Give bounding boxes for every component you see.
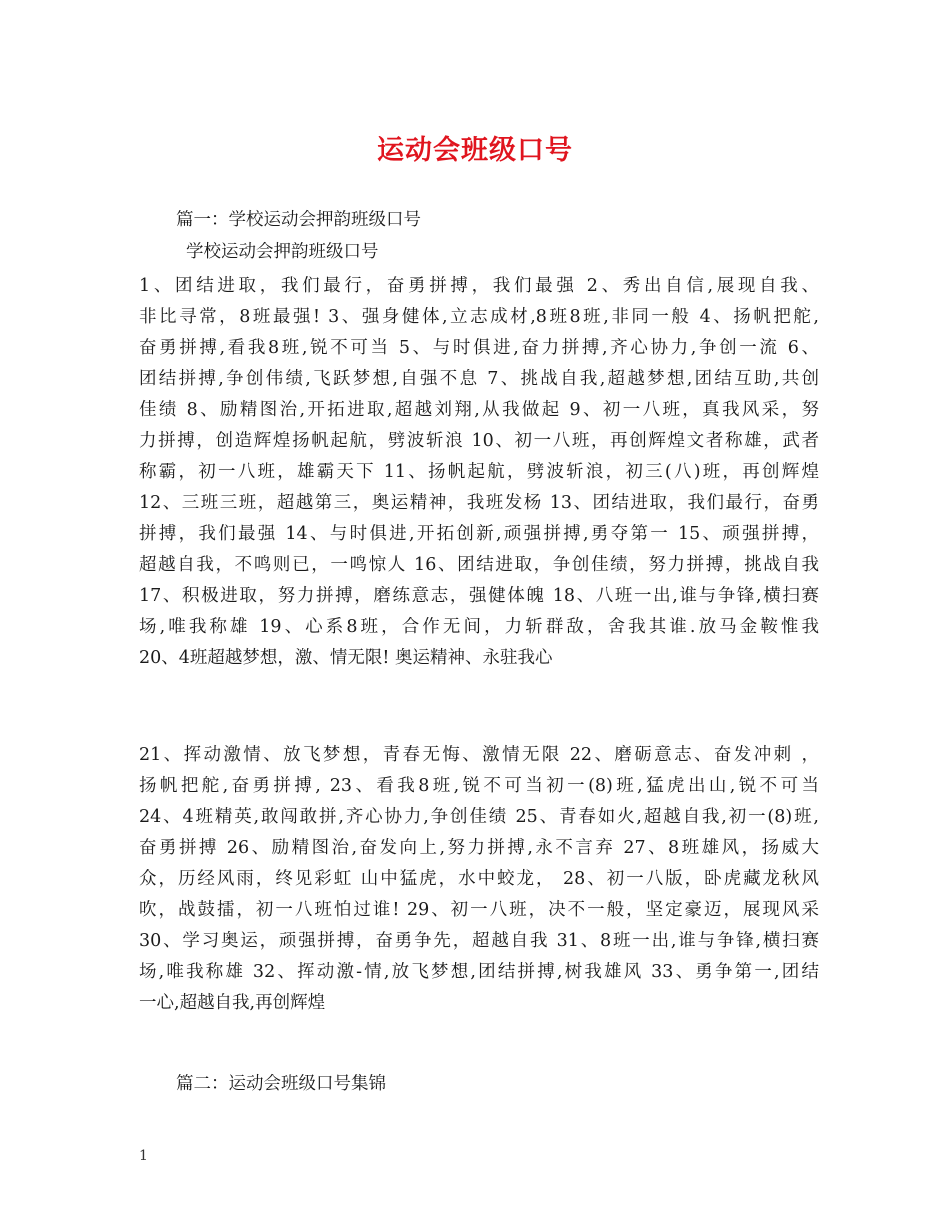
section-1-heading: 篇一：学校运动会押韵班级口号 <box>176 210 421 230</box>
paragraph-line: 1、团结进取，我们最行，奋勇拼搏，我们最强 2、秀出自信,展现自我、 <box>139 276 819 296</box>
paragraph-line: 吹，战鼓擂，初一八班怕过谁! 29、初一八班，决不一般，坚定豪迈，展现风采 <box>139 900 819 920</box>
paragraph-line: 20、4班超越梦想，激、情无限! 奥运精神、永驻我心 <box>139 648 553 668</box>
paragraph-line: 超越自我，不鸣则已，一鸣惊人 16、团结进取，争创佳绩，努力拼搏，挑战自我 <box>139 555 819 575</box>
paragraph-line: 场,唯我称雄 32、挥动激-情,放飞梦想,团结拼搏,树我雄风 33、勇争第一,团结 <box>139 962 819 982</box>
paragraph-slogans-1-20 <box>139 271 819 674</box>
page-number: 1 <box>139 1148 148 1164</box>
paragraph-line: 团结拼搏,争创伟绩,飞跃梦想,自强不息 7、挑战自我,超越梦想,团结互助,共创 <box>139 369 819 389</box>
paragraph-line: 场,唯我称雄 19、心系8班，合作无间，力斩群敌，舍我其谁.放马金鞍惟我 <box>139 617 819 637</box>
section-2-heading: 篇二：运动会班级口号集锦 <box>176 1074 386 1094</box>
paragraph-line: 奋勇拼搏 26、励精图治,奋发向上,努力拼搏,永不言弃 27、8班雄风，扬威大 <box>139 838 819 858</box>
paragraph-line: 一心,超越自我,再创辉煌 <box>139 993 326 1013</box>
paragraph-line: 拼搏，我们最强 14、与时俱进,开拓创新,顽强拼搏,勇夺第一 15、顽强拼搏， <box>139 524 819 544</box>
paragraph-line: 力拼搏，创造辉煌扬帆起航，劈波斩浪 10、初一八班，再创辉煌文者称雄，武者 <box>139 431 819 451</box>
paragraph-line: 24、4班精英,敢闯敢拼,齐心协力,争创佳绩 25、青春如火,超越自我,初一(8)班, <box>139 807 819 827</box>
paragraph-line: 佳绩 8、励精图治,开拓进取,超越刘翔,从我做起 9、初一八班，真我风采，努 <box>139 400 819 420</box>
paragraph-line: 21、挥动激情、放飞梦想，青春无悔、激情无限 22、磨砺意志、奋发冲刺 ， <box>139 745 819 765</box>
section-1-subheading: 学校运动会押韵班级口号 <box>186 242 379 262</box>
paragraph-line: 奋勇拼搏,看我8班,锐不可当 5、与时俱进,奋力拼搏,齐心协力,争创一流 6、 <box>139 338 819 358</box>
paragraph-line: 17、积极进取，努力拼搏，磨练意志，强健体魄 18、八班一出,谁与争锋,横扫赛 <box>139 586 819 606</box>
paragraph-line: 众，历经风雨，终见彩虹 山中猛虎，水中蛟龙， 28、初一八版，卧虎藏龙秋风 <box>139 869 819 889</box>
paragraph-slogans-21-33 <box>139 740 819 1019</box>
document-title: 运动会班级口号 <box>377 135 573 166</box>
paragraph-line: 称霸，初一八班，雄霸天下 11、扬帆起航，劈波斩浪，初三(八)班，再创辉煌 <box>139 462 819 482</box>
paragraph-line: 非比寻常，8班最强! 3、强身健体,立志成材,8班8班,非同一般 4、扬帆把舵, <box>139 307 819 327</box>
paragraph-line: 扬帆把舵,奋勇拼搏, 23、看我8班,锐不可当初一(8)班,猛虎出山,锐不可当 <box>139 776 819 796</box>
paragraph-line: 12、三班三班，超越第三，奥运精神，我班发杨 13、团结进取，我们最行，奋勇 <box>139 493 819 513</box>
paragraph-line: 30、学习奥运，顽强拼搏，奋勇争先，超越自我 31、8班一出,谁与争锋,横扫赛 <box>139 931 819 951</box>
